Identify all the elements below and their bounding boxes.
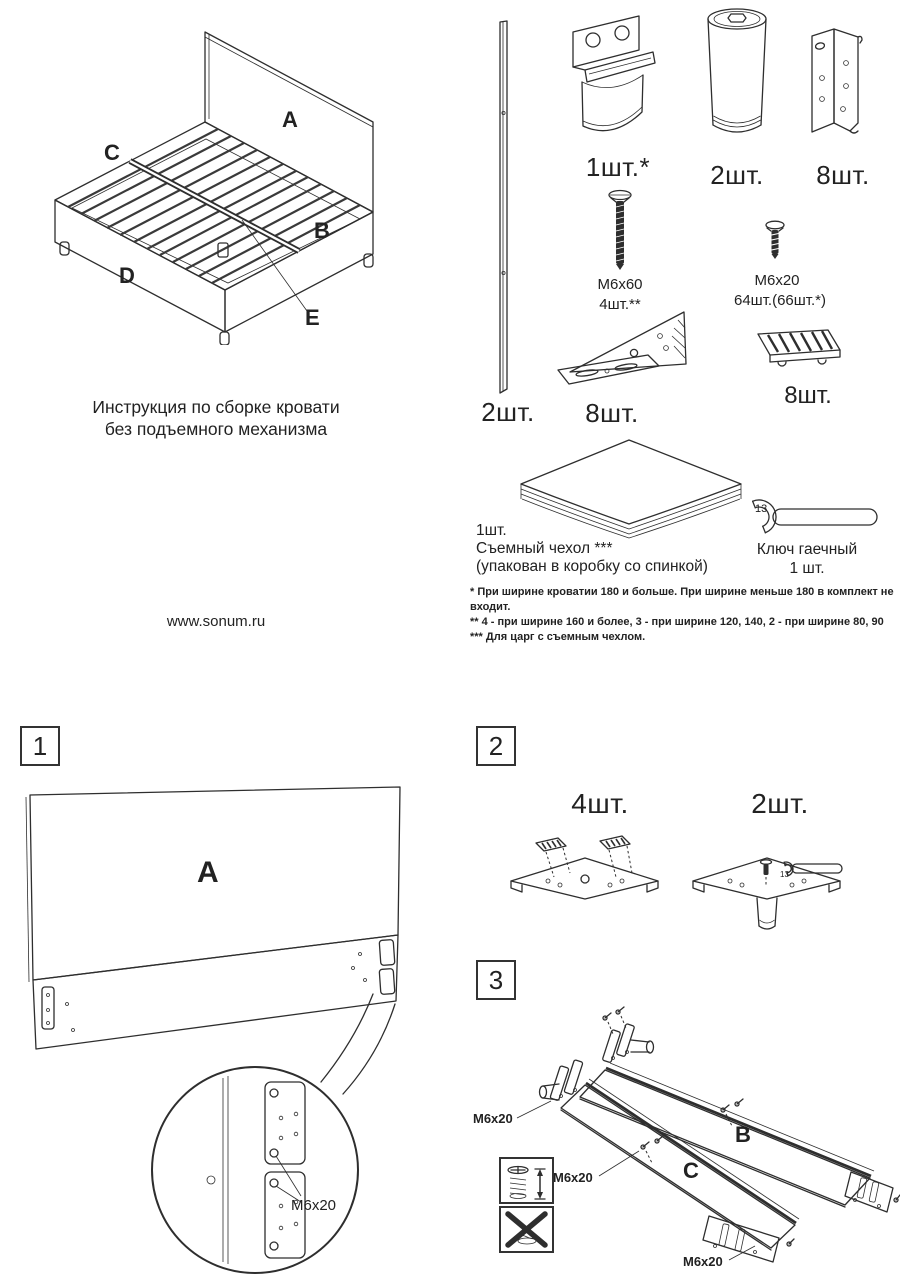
bed-label-d: D: [119, 263, 135, 288]
step3-callout-left: M6x20: [473, 1111, 513, 1126]
label-e-leader: [242, 220, 307, 311]
step1-callout: M6x20: [291, 1197, 337, 1214]
part-bolt-long-qty: 4шт.**: [599, 296, 641, 313]
part-corner-bracket: [802, 23, 866, 143]
part-center-rail-qty: 2шт.: [481, 397, 535, 427]
part-corner-bracket-qty: 8шт.: [816, 160, 870, 190]
bed-overview-diagram: [10, 15, 450, 345]
step-2-number: 2: [476, 726, 516, 766]
part-cover-qty: 1шт.: [476, 522, 507, 539]
footnote-3: *** Для царг с съемным чехлом.: [470, 631, 646, 643]
part-wrench-qty: 1 шт.: [789, 560, 825, 577]
step2-left-assembly: [511, 836, 658, 899]
part-bolt-long-name: M6x60: [597, 276, 643, 293]
step2-qty-left: 4шт.: [571, 788, 629, 819]
step-1-number: 1: [20, 726, 60, 766]
part-bolt-short-qty: 64шт.(66шт.*): [733, 292, 826, 309]
step-3-diagram: [455, 1000, 900, 1280]
part-gusset: [556, 306, 696, 396]
part-hook-bracket-qty: 1шт.*: [585, 152, 651, 182]
step1-panel-label: A: [197, 856, 219, 889]
step-3-number: 3: [476, 960, 516, 1000]
part-pad-qty: 8шт.: [784, 382, 832, 409]
step-2-diagram: [500, 833, 860, 939]
step2-wrench-size: 13: [780, 870, 789, 879]
website: www.sonum.ru: [166, 613, 266, 630]
step3-rail-c-label: C: [683, 1158, 699, 1183]
footnote-1: * При ширине кроватии 180 и больше. При ширине меньше 180 в комплект не входит.: [470, 586, 894, 613]
part-pad: [748, 322, 844, 380]
bed-label-e: E: [305, 305, 320, 330]
wrench-size-label: 13: [755, 503, 768, 515]
step2-qty-right: 2шт.: [751, 788, 809, 819]
step2-right-assembly: [693, 858, 842, 929]
step3-warning-no-tighten: [500, 1207, 553, 1252]
part-center-rail: [490, 18, 520, 400]
footnote-2: ** 4 - при ширине 160 и более, 3 - при ширине 120, 140, 2 - при ширине 80, 90: [470, 616, 884, 628]
step3-callout-mid: M6x20: [553, 1170, 593, 1185]
step3-rail-b-label: B: [735, 1122, 751, 1147]
bed-label-b: B: [314, 218, 330, 243]
bed-label-a: A: [282, 107, 298, 132]
bed-label-c: C: [104, 140, 120, 165]
part-leg-qty: 2шт.: [710, 160, 764, 190]
part-cover-name: Съемный чехол ***: [476, 540, 613, 557]
step3-warning-depth: [500, 1158, 553, 1203]
part-wrench-name: Ключ гаечный: [756, 541, 858, 558]
part-bolt-long: [598, 186, 642, 274]
part-cover-note: (упакован в коробку со спинкой): [476, 558, 708, 575]
step3-rail-c: [540, 1060, 800, 1262]
footnotes: [470, 585, 894, 645]
part-hook-bracket: [555, 8, 665, 143]
part-bolt-short-name: M6x20: [754, 272, 800, 289]
part-bolt-short: [757, 218, 793, 262]
part-wrench: [733, 492, 883, 540]
part-leg: [700, 3, 774, 148]
page-title: Инструкция по сборке кровати без подъемного механизма: [92, 397, 340, 439]
step-1-diagram: [15, 782, 435, 1278]
step3-callout-right: M6x20: [683, 1254, 723, 1269]
part-gusset-qty: 8шт.: [585, 398, 639, 428]
